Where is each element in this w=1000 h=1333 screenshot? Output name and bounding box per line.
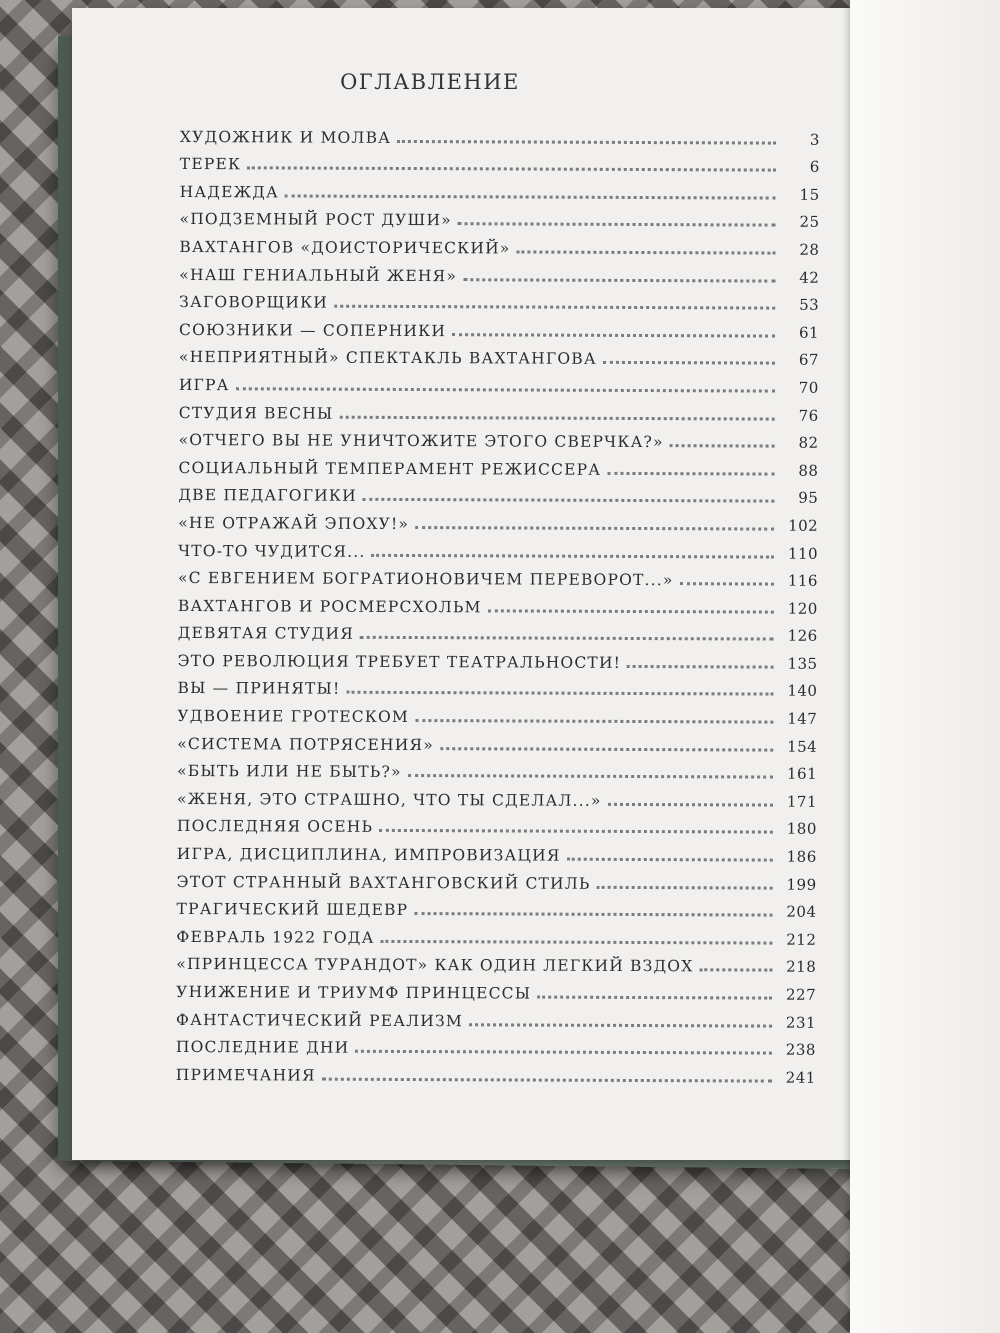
toc-entry-title: ПРИМЕЧАНИЯ [176, 1066, 322, 1085]
toc-leader-dots [414, 912, 772, 917]
toc-leader-dots [322, 1077, 772, 1082]
toc-entry [176, 1001, 816, 1031]
toc-leader-dots [408, 774, 773, 779]
toc-entry-page-number: 95 [774, 489, 818, 507]
toc-entry-title: ДЕВЯТАЯ СТУДИЯ [178, 624, 360, 643]
toc-entry-page-number: 28 [775, 241, 819, 259]
toc-leader-dots [247, 166, 776, 171]
toc-entry [179, 366, 819, 396]
toc-entry [177, 725, 817, 755]
toc-entry-page-number: 3 [776, 130, 820, 148]
toc-leader-dots [458, 223, 776, 227]
toc-entry-page-number: 204 [773, 903, 817, 921]
toc-entry-page-number: 67 [775, 351, 819, 369]
toc-entry-page-number: 218 [772, 958, 816, 976]
toc-leader-dots [381, 940, 773, 945]
toc-leader-dots [236, 387, 775, 392]
toc-entry-title: ЭТОТ СТРАННЫЙ ВАХТАНГОВСКИЙ СТИЛЬ [177, 873, 597, 893]
toc-entry-title: «С ЕВГЕНИЕМ БОГРАТИОНОВИЧЕМ ПЕРЕВОРОТ...» [178, 569, 680, 589]
toc-entry-title: СОЮЗНИКИ — СОПЕРНИКИ [179, 321, 452, 340]
toc-entry-title: «ПРИНЦЕССА ТУРАНДОТ» КАК ОДИН ЛЕГКИЙ ВЗДОХ [176, 955, 699, 975]
toc-entry-page-number: 6 [776, 158, 820, 176]
toc-entry [177, 697, 817, 727]
toc-entry-title: «ПОДЗЕМНЫЙ РОСТ ДУШИ» [180, 210, 458, 229]
toc-leader-dots [346, 691, 773, 696]
toc-entry-title: «НАШ ГЕНИАЛЬНЫЙ ЖЕНЯ» [179, 266, 463, 285]
toc-leader-dots [285, 194, 776, 199]
toc-entry-title: ПОСЛЕДНИЕ ДНИ [176, 1038, 356, 1057]
toc-leader-dots [360, 636, 774, 641]
toc-entry [180, 173, 820, 203]
toc-entry [180, 146, 820, 176]
toc-entry-page-number: 147 [773, 710, 817, 728]
toc-entry-title: ФАНТАСТИЧЕСКИЙ РЕАЛИЗМ [176, 1011, 469, 1030]
toc-leader-dots [415, 719, 773, 724]
toc-entry-page-number: 61 [775, 323, 819, 341]
toc-entry-title: ВАХТАНГОВ «ДОИСТОРИЧЕСКИЙ» [179, 238, 516, 257]
toc-entry [179, 284, 819, 314]
toc-leader-dots [363, 498, 775, 503]
toc-entry-page-number: 231 [772, 1013, 816, 1031]
toc-entry-page-number: 199 [773, 875, 817, 893]
toc-entry-page-number: 154 [773, 737, 817, 755]
toc-entry-page-number: 180 [773, 820, 817, 838]
toc-entry-title: ВАХТАНГОВ И РОСМЕРСХОЛЬМ [178, 597, 488, 616]
toc-entry [180, 118, 820, 148]
page-title: ОГЛАВЛЕНИЕ [340, 70, 520, 94]
toc-entry-page-number: 116 [774, 572, 818, 590]
toc-entry-page-number: 70 [775, 379, 819, 397]
toc-entry [177, 780, 817, 810]
toc-entry-page-number: 15 [776, 185, 820, 203]
toc-entry [178, 559, 818, 589]
toc-entry-title: ТЕРЕК [180, 155, 247, 173]
toc-entry-page-number: 227 [772, 986, 816, 1004]
toc-entry [176, 918, 816, 948]
toc-entry [178, 532, 818, 562]
table-of-contents [176, 118, 820, 1087]
toc-leader-dots [607, 472, 774, 476]
toc-leader-dots [627, 665, 774, 669]
toc-entry [178, 477, 818, 507]
toc-entry-title: ЗАГОВОРЩИКИ [179, 293, 334, 312]
toc-entry [179, 228, 819, 258]
toc-entry [177, 808, 817, 838]
toc-entry [179, 422, 819, 452]
toc-entry-title: УНИЖЕНИЕ И ТРИУМФ ПРИНЦЕССЫ [176, 983, 537, 1003]
toc-entry-title: ЧТО-ТО ЧУДИТСЯ... [178, 541, 372, 560]
toc-entry-title: ИГРА [179, 376, 236, 394]
toc-leader-dots [339, 415, 774, 420]
toc-entry-title: УДВОЕНИЕ ГРОТЕСКОМ [177, 707, 415, 726]
toc-entry-title: НАДЕЖДА [180, 183, 285, 201]
toc-entry-page-number: 161 [773, 765, 817, 783]
toc-leader-dots [397, 140, 776, 145]
toc-leader-dots [334, 305, 775, 310]
toc-entry-page-number: 120 [774, 599, 818, 617]
toc-leader-dots [379, 829, 773, 834]
toc-entry-page-number: 212 [772, 930, 816, 948]
toc-leader-dots [488, 609, 774, 613]
toc-entry [179, 339, 819, 369]
toc-entry [178, 615, 818, 645]
toc-entry [180, 201, 820, 231]
toc-entry-page-number: 76 [775, 406, 819, 424]
toc-entry-page-number: 241 [772, 1068, 816, 1086]
toc-leader-dots [516, 250, 775, 254]
toc-entry [178, 504, 818, 534]
toc-entry [176, 973, 816, 1003]
toc-entry [176, 946, 816, 976]
toc-entry-title: ПОСЛЕДНЯЯ ОСЕНЬ [177, 817, 379, 836]
toc-entry-page-number: 135 [774, 654, 818, 672]
toc-entry-title: ИГРА, ДИСЦИПЛИНА, ИМПРОВИЗАЦИЯ [177, 845, 567, 865]
toc-entry [177, 835, 817, 865]
toc-entry-page-number: 82 [775, 434, 819, 452]
toc-entry [179, 394, 819, 424]
toc-entry-page-number: 140 [773, 682, 817, 700]
toc-entry [177, 863, 817, 893]
toc-entry-title: «СИСТЕМА ПОТРЯСЕНИЯ» [177, 735, 440, 754]
toc-entry-title: ТРАГИЧЕСКИЙ ШЕДЕВР [177, 900, 415, 919]
toc-entry [177, 753, 817, 783]
toc-entry [177, 891, 817, 921]
toc-leader-dots [567, 858, 773, 862]
toc-entry-page-number: 126 [774, 627, 818, 645]
facing-page-edge [850, 0, 1000, 1333]
toc-entry-title: ХУДОЖНИК И МОЛВА [180, 128, 397, 147]
toc-leader-dots [415, 526, 774, 531]
toc-entry [176, 1056, 816, 1086]
toc-entry [176, 1029, 816, 1059]
toc-entry-title: СТУДИЯ ВЕСНЫ [179, 404, 340, 423]
toc-entry [179, 256, 819, 286]
toc-entry-title: СОЦИАЛЬНЫЙ ТЕМПЕРАМЕНТ РЕЖИССЕРА [178, 459, 607, 479]
toc-entry [178, 587, 818, 617]
toc-entry [178, 449, 818, 479]
toc-leader-dots [670, 444, 775, 447]
toc-entry-title: ДВЕ ПЕДАГОГИКИ [178, 486, 363, 505]
toc-leader-dots [597, 885, 773, 889]
toc-entry-title: «НЕ ОТРАЖАЙ ЭПОХУ!» [178, 514, 415, 533]
toc-leader-dots [608, 803, 773, 807]
toc-entry-page-number: 102 [774, 517, 818, 535]
toc-entry [178, 642, 818, 672]
toc-entry-title: «ОТЧЕГО ВЫ НЕ УНИЧТОЖИТЕ ЭТОГО СВЕРЧКА?» [179, 431, 670, 451]
toc-leader-dots [469, 1023, 772, 1027]
toc-entry [179, 311, 819, 341]
toc-entry-title: ЭТО РЕВОЛЮЦИЯ ТРЕБУЕТ ТЕАТРАЛЬНОСТИ! [178, 652, 628, 672]
toc-entry-title: «ЖЕНЯ, ЭТО СТРАШНО, ЧТО ТЫ СДЕЛАЛ...» [177, 790, 608, 810]
toc-leader-dots [372, 553, 775, 558]
toc-entry-title: ФЕВРАЛЬ 1922 ГОДА [176, 928, 380, 947]
toc-leader-dots [603, 361, 775, 365]
toc-entry-page-number: 88 [774, 461, 818, 479]
toc-leader-dots [440, 747, 773, 751]
toc-leader-dots [355, 1050, 772, 1055]
toc-entry-title: ВЫ — ПРИНЯТЫ! [177, 679, 346, 698]
toc-leader-dots [452, 333, 775, 337]
toc-leader-dots [463, 278, 775, 282]
toc-entry-page-number: 171 [773, 792, 817, 810]
toc-leader-dots [699, 969, 772, 972]
toc-leader-dots [680, 582, 774, 585]
toc-entry-page-number: 110 [774, 544, 818, 562]
toc-entry-page-number: 53 [775, 296, 819, 314]
toc-entry-title: «НЕПРИЯТНЫЙ» СПЕКТАКЛЬ ВАХТАНГОВА [179, 348, 603, 368]
toc-entry-page-number: 186 [773, 848, 817, 866]
toc-entry-page-number: 25 [776, 213, 820, 231]
toc-entry-page-number: 42 [775, 268, 819, 286]
toc-leader-dots [537, 996, 772, 1000]
toc-entry [177, 670, 817, 700]
toc-entry-title: «БЫТЬ ИЛИ НЕ БЫТЬ?» [177, 762, 408, 781]
toc-entry-page-number: 238 [772, 1041, 816, 1059]
